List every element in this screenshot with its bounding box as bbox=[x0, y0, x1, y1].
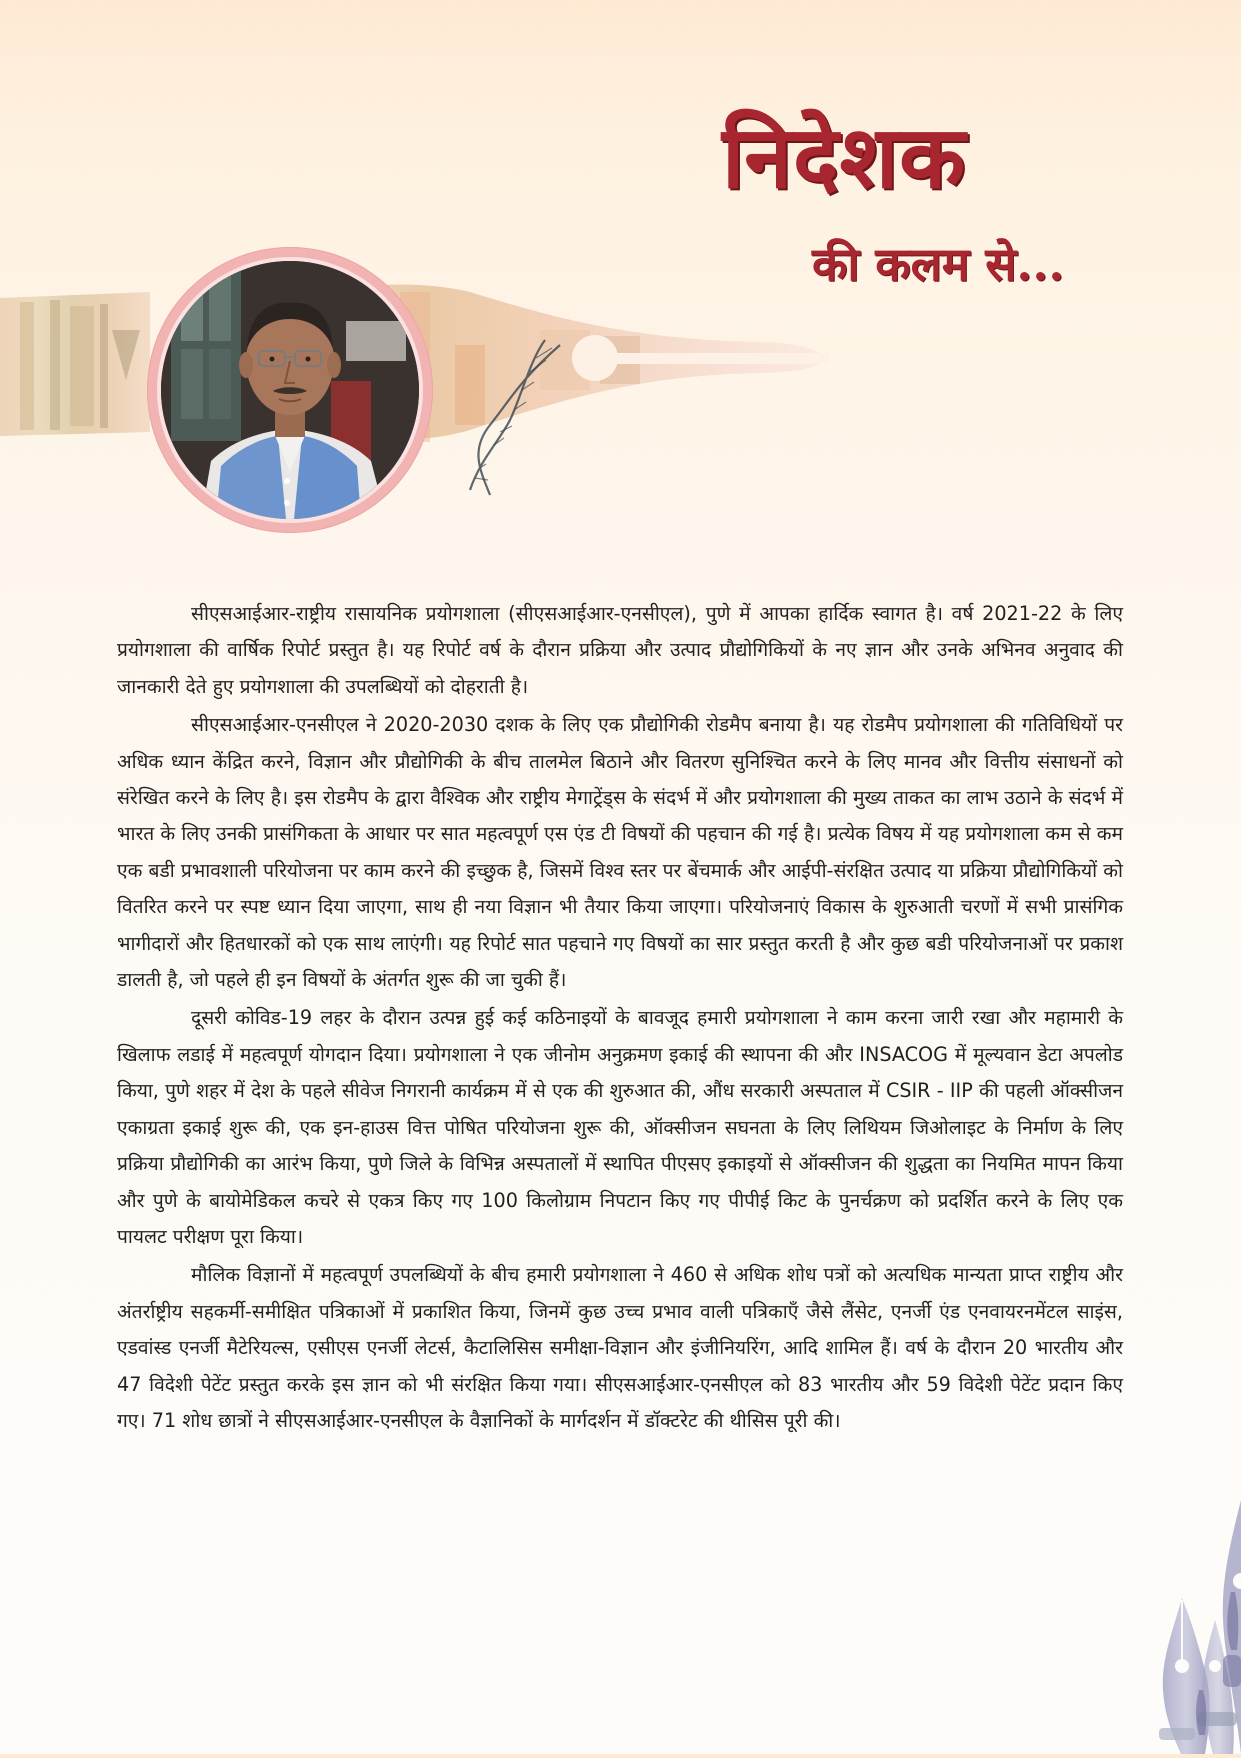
paragraph-covid: दूसरी कोविड-19 लहर के दौरान उत्पन्न हुई कई कठिनाइयों के बावजूद हमारी प्रयोगशाला ने काम करना जारी रखा और महामारी के खिलाफ लडाई में महत्वपूर्ण योगदान दिया। प्रयोगशाला ने एक जीनोम अनुक्रमण इकाई की स्थापना की और INSACOG में मूल्यवान डेटा अपलोड किया, पुणे शहर में देश के पहले सीवेज निगरानी कार्यक्रम में से एक की शुरुआत की, औंध सरकारी अस्पताल में CSIR - IIP की पहली ऑक्सीजन एकाग्रता इकाई शुरू की, एक इन-हाउस वित्त पोषित परियोजना शुरू की, ऑक्सीजन सघनता के लिए लिथियम जिओलाइट के निर्माण के लिए प्रक्रिया प्रौद्योगिकी का आरंभ किया, पुणे जिले के विभिन्न अस्पतालों में स्थापित पीएसए इकाइयों से ऑक्सीजन की शुद्धता का नियमित मापन किया और पुणे के बायोमेडिकल कचरे से एकत्र किए गए 100 किलोग्राम निपटान किए गए पीपीई किट के पुनर्चक्रण को प्रदर्शित करने के लिए एक पायलट परीक्षण पूरा किया। bbox=[117, 1006, 1123, 1248]
director-photo bbox=[161, 261, 419, 519]
paragraph-welcome: सीएसआईआर-राष्ट्रीय रासायनिक प्रयोगशाला (सीएसआईआर-एनसीएल), पुणे में आपका हार्दिक स्वागत है। वर्ष 2021-22 के लिए प्रयोगशाला की वार्षिक रिपोर्ट प्रस्तुत है। यह रिपोर्ट वर्ष के दौरान प्रक्रिया और उत्पाद प्रौद्योगिकियों के नए ज्ञान और उनके अभिनव अनुवाद की जानकारी देते हुए प्रयोगशाला की उपलब्धियों को दोहराती है। bbox=[117, 602, 1123, 698]
page-title: निदेशक bbox=[722, 107, 967, 208]
director-portrait bbox=[147, 247, 433, 533]
director-message-body bbox=[117, 596, 1123, 1441]
paragraph-roadmap: सीएसआईआर-एनसीएल ने 2020-2030 दशक के लिए एक प्रौद्योगिकी रोडमैप बनाया है। यह रोडमैप प्रयोगशाला की गतिविधियों पर अधिक ध्यान केंद्रित करने, विज्ञान और प्रौद्योगिकी के बीच तालमेल बिठाने और वितरण सुनिश्चित करने के लिए मानव और वित्तीय संसाधनों को संरेखित करने के लिए है। इस रोडमैप के द्वारा वैश्विक और राष्ट्रीय मेगाट्रेंड्स के संदर्भ में और प्रयोगशाला की मुख्य ताकत का लाभ उठाने के संदर्भ में भारत के लिए उनकी प्रासंगिकता के आधार पर सात महत्वपूर्ण एस एंड टी विषयों की पहचान की गई है। प्रत्येक विषय में यह प्रयोगशाला कम से कम एक बडी प्रभावशाली परियोजना पर काम करने की इच्छुक है, जिसमें विश्व स्तर पर बेंचमार्क और आईपी-संरक्षित उत्पाद या प्रक्रिया प्रौद्योगिकियों को वितरित करने पर स्पष्ट ध्यान दिया जाएगा, साथ ही नया विज्ञान भी तैयार किया जाएगा। परियोजनाएं विकास के शुरुआती चरणों में सभी प्रासंगिक भागीदारों और हितधारकों को एक साथ लाएंगी। यह रिपोर्ट सात पहचाने गए विषयों का सार प्रस्तुत करती है और कुछ बडी परियोजनाओं पर प्रकाश डालती है, जो पहले ही इन विषयों के अंतर्गत शुरू की जा चुकी हैं। bbox=[117, 713, 1123, 992]
paragraph-achievements: मौलिक विज्ञानों में महत्वपूर्ण उपलब्धियों के बीच हमारी प्रयोगशाला ने 460 से अधिक शोध पत्रों को अत्यधिक मान्यता प्राप्त राष्ट्रीय और अंतर्राष्ट्रीय सहकर्मी-समीक्षित पत्रिकाओं में प्रकाशित किया, जिनमें कुछ उच्च प्रभाव वाली पत्रिकाएँ जैसे लैंसेट, एनर्जी एंड एनवायरनमेंटल साइंस, एडवांस्ड एनर्जी मैटेरियल्स, एसीएस एनर्जी लेटर्स, कैटालिसिस समीक्षा-विज्ञान और इंजीनियरिंग, आदि शामिल हैं। वर्ष के दौरान 20 भारतीय और 47 विदेशी पेटेंट प्रस्तुत करके इस ज्ञान को भी संरक्षित किया गया। सीएसआईआर-एनसीएल को 83 भारतीय और 59 विदेशी पेटेंट प्रदान किए गए। 71 शोध छात्रों ने सीएसआईआर-एनसीएल के वैज्ञानिकों के मार्गदर्शन में डॉक्टरेट की थीसिस पूरी की। bbox=[117, 1263, 1123, 1432]
person-photo-icon bbox=[161, 261, 419, 519]
fountain-pen-nibs-icon bbox=[1135, 1480, 1241, 1754]
page-subtitle: की कलम से... bbox=[812, 237, 1065, 291]
corner-pen-nibs bbox=[1135, 1480, 1241, 1754]
